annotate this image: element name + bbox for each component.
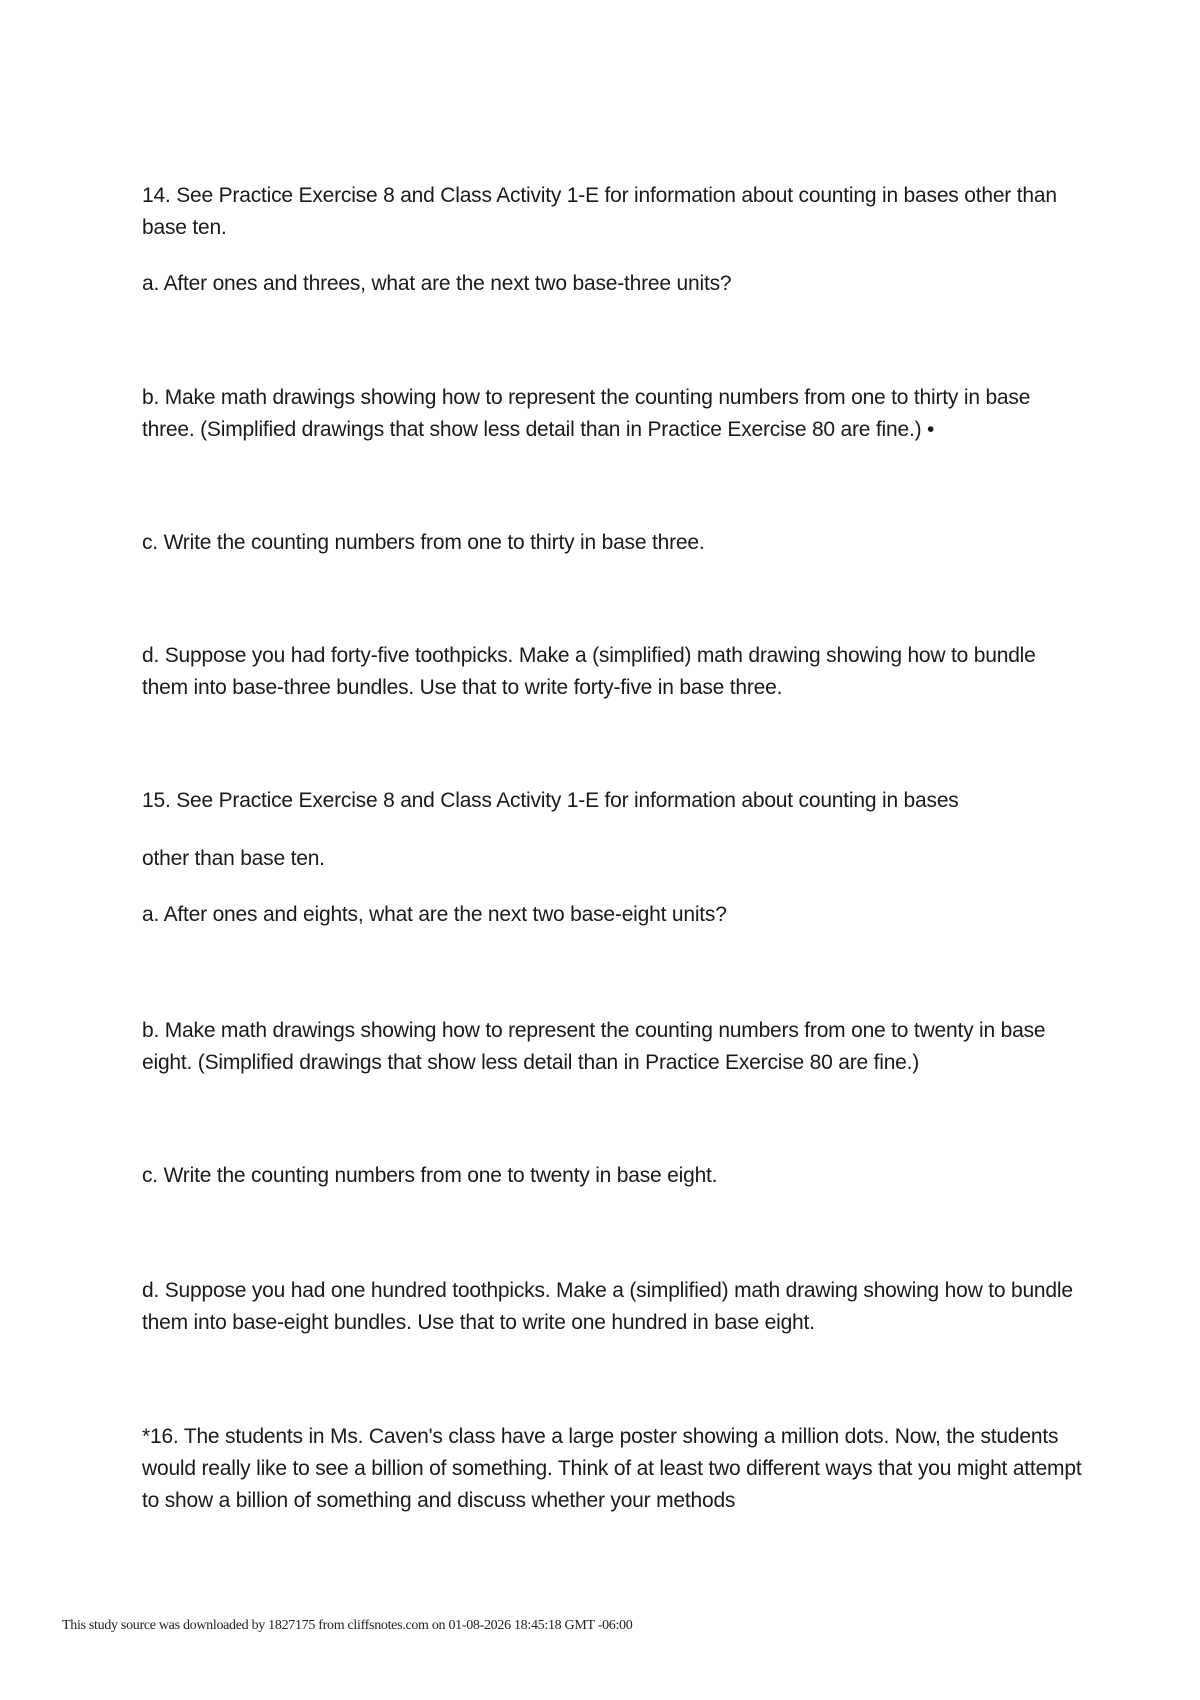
download-footer: This study source was downloaded by 1827175 from cliffsnotes.com on 01-08-2026 18:45:18 GMT -06:00 (62, 1618, 633, 1633)
exercise-14-intro: 14. See Practice Exercise 8 and Class Activity 1-E for information about counting in bases other than base ten. (142, 184, 1057, 239)
exercise-14b: b. Make math drawings showing how to represent the counting numbers from one to thirty in base three. (Simplified drawings that show less detail than in Practice Exercise 80 are fine.) • (142, 386, 1031, 441)
exercise-15d: d. Suppose you had one hundred toothpicks. Make a (simplified) math drawing showing how to bundle them into base-eight bundles. Use that to write one hundred in base eight. (142, 1279, 1073, 1334)
exercise-15c: c. Write the counting numbers from one to twenty in base eight. (142, 1164, 718, 1187)
exercise-15a: a. After ones and eights, what are the next two base-eight units? (142, 903, 727, 926)
exercise-16: *16. The students in Ms. Caven's class have a large poster showing a million dots. Now, the students would really like to see a billion of something. Think of at least two different ways that you might attempt to show a billion of something and discuss whether your methods (142, 1425, 1082, 1512)
exercise-14d: d. Suppose you had forty-five toothpicks. Make a (simplified) math drawing showing how to bundle them into base-three bundles. Use that to write forty-five in base three. (142, 644, 1036, 699)
exercise-14c: c. Write the counting numbers from one to thirty in base three. (142, 531, 705, 554)
exercise-14a: a. After ones and threes, what are the next two base-three units? (142, 272, 732, 295)
exercise-15-intro-continued: other than base ten. (142, 847, 325, 870)
exercise-15b: b. Make math drawings showing how to represent the counting numbers from one to twenty in base eight. (Simplified drawings that show less detail than in Practice Exercise 80 are fine.) (142, 1019, 1046, 1074)
exercise-15-intro: 15. See Practice Exercise 8 and Class Activity 1-E for information about counting in bases (142, 789, 959, 812)
